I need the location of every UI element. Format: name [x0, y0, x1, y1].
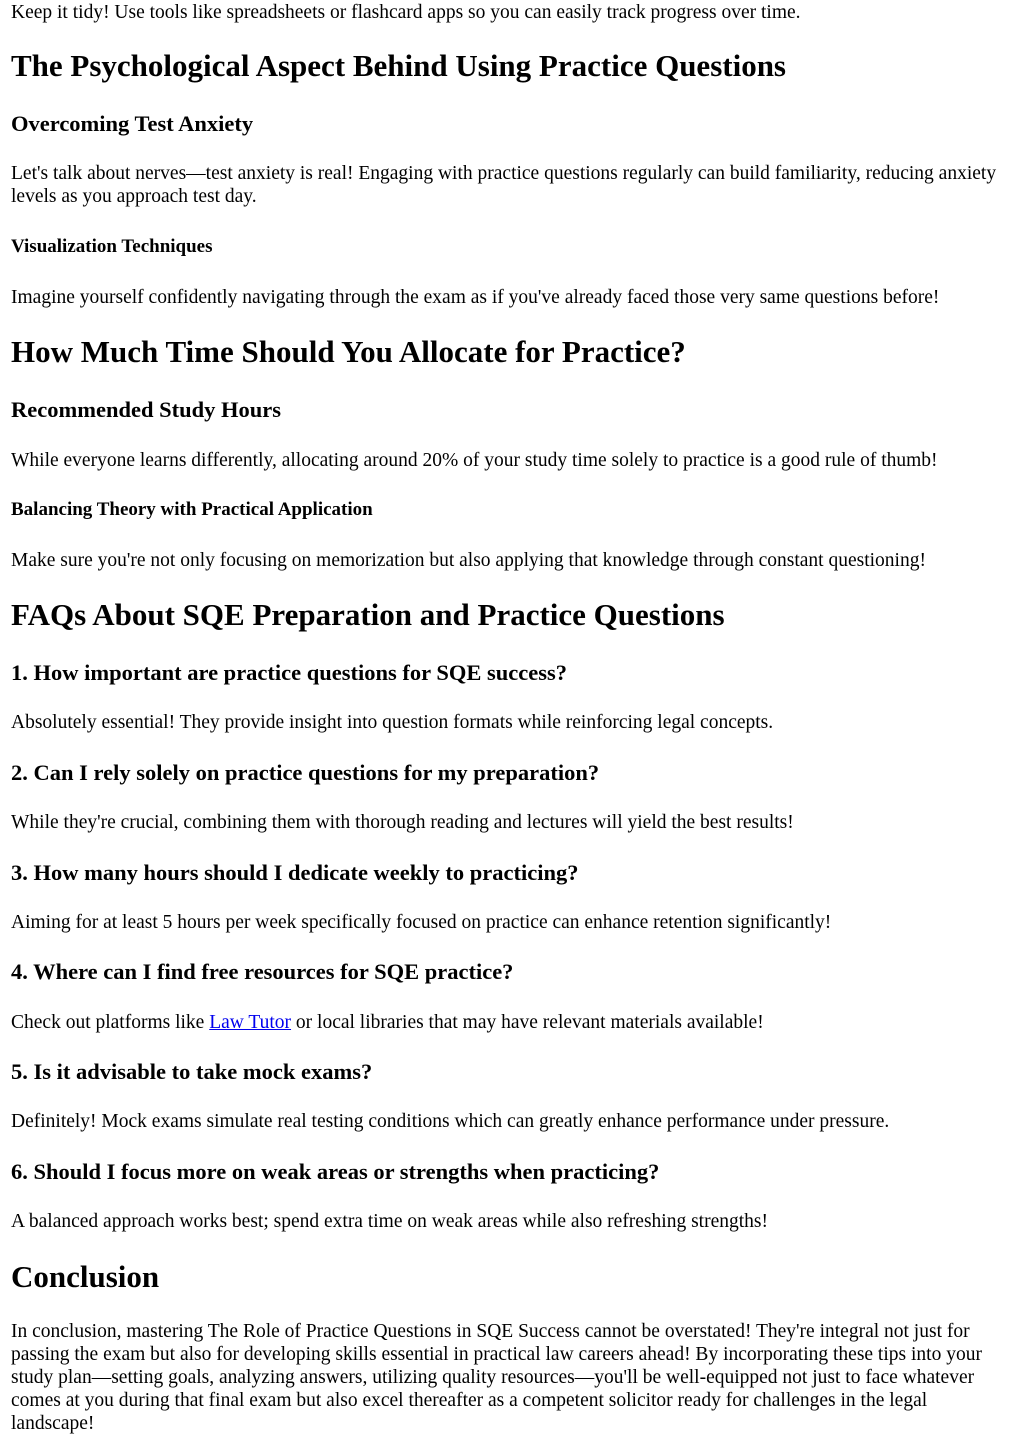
- psych-heading: The Psychological Aspect Behind Using Practice Questions: [11, 48, 786, 83]
- balancing-heading: Balancing Theory with Practical Application: [11, 499, 373, 520]
- law-tutor-link[interactable]: Law Tutor: [209, 1012, 292, 1033]
- faq-answer-5: Definitely! Mock exams simulate real testing conditions which can greatly enhance performance under pressure.: [11, 1111, 890, 1132]
- test-anxiety-heading: Overcoming Test Anxiety: [11, 111, 254, 136]
- faq-question-1: 1. How important are practice questions for SQE success?: [11, 660, 568, 685]
- faq-answer-1: Absolutely essential! They provide insight into question formats while reinforcing legal concepts.: [11, 712, 774, 733]
- faq-answer-6: A balanced approach works best; spend extra time on weak areas while also refreshing strengths!: [11, 1211, 768, 1232]
- faq-question-4: 4. Where can I find free resources for SQE practice?: [11, 959, 514, 984]
- faq-answer-4-before: Check out platforms like: [11, 1012, 210, 1033]
- faq-answer-4-after: or local libraries that may have relevant materials available!: [291, 1012, 764, 1033]
- intro-tail-paragraph: Keep it tidy! Use tools like spreadsheets or flashcard apps so you can easily track progress over time.: [11, 2, 801, 23]
- conclusion-heading: Conclusion: [11, 1259, 160, 1294]
- time-heading: How Much Time Should You Allocate for Practice?: [11, 334, 686, 369]
- faq-question-5: 5. Is it advisable to take mock exams?: [11, 1059, 373, 1084]
- study-hours-heading: Recommended Study Hours: [11, 397, 282, 422]
- visualization-heading: Visualization Techniques: [11, 236, 213, 257]
- visualization-paragraph: Imagine yourself confidently navigating through the exam as if you've already faced those very same questions before!: [11, 287, 940, 308]
- faq-answer-4: [11, 1011, 764, 1034]
- faq-question-3: 3. How many hours should I dedicate weekly to practicing?: [11, 860, 579, 885]
- faq-question-6: 6. Should I focus more on weak areas or strengths when practicing?: [11, 1159, 660, 1184]
- faq-question-2: 2. Can I rely solely on practice questions for my preparation?: [11, 760, 600, 785]
- conclusion-paragraph: In conclusion, mastering The Role of Practice Questions in SQE Success cannot be overstated! They're integral not just for passing the exam but also for developing skills essential in practical law careers ahead! By incorporating these tips into your study plan—setting goals, analyzing answers, utilizing quality resources—you'll be well-equipped not just to face whatever comes at you during that final exam but also excel thereafter as a competent solicitor ready for challenges in the legal landscape!: [11, 1321, 982, 1434]
- faq-answer-3: Aiming for at least 5 hours per week specifically focused on practice can enhance retention significantly!: [11, 912, 832, 933]
- test-anxiety-paragraph: Let's talk about nerves—test anxiety is real! Engaging with practice questions regularly can build familiarity, reducing anxiety levels as you approach test day.: [11, 163, 997, 207]
- study-hours-paragraph: While everyone learns differently, allocating around 20% of your study time solely to practice is a good rule of thumb!: [11, 450, 938, 471]
- balancing-paragraph: Make sure you're not only focusing on memorization but also applying that knowledge through constant questioning!: [11, 550, 926, 571]
- faqs-heading: FAQs About SQE Preparation and Practice Questions: [11, 597, 725, 632]
- faq-answer-2: While they're crucial, combining them with thorough reading and lectures will yield the best results!: [11, 812, 794, 833]
